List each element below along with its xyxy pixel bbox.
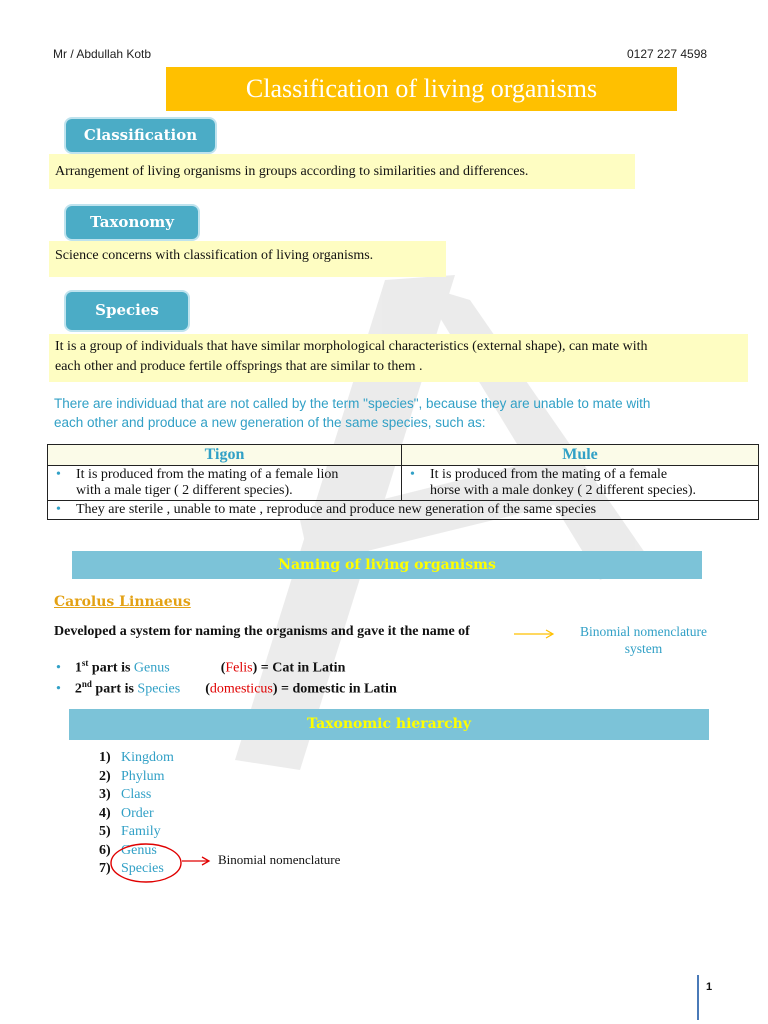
bullet-icon: • (56, 660, 61, 676)
tigon-cell (48, 466, 402, 501)
list-number: 1) (99, 750, 111, 765)
genus-part (56, 658, 345, 677)
list-item (99, 749, 174, 768)
bullet-icon: • (56, 502, 61, 517)
circle-arrow-annotation (106, 841, 216, 887)
linnaeus-heading: Carolus Linnaeus (54, 594, 191, 610)
classification-label: Classification (66, 119, 215, 152)
part-ordinal: nd (81, 679, 92, 689)
page-number-rule (697, 975, 699, 1020)
list-label: Phylum (121, 768, 165, 784)
list-label: Kingdom (121, 750, 174, 765)
list-item (99, 805, 174, 824)
species-note-line: each other and produce a new generation of the same species, such as: (54, 415, 486, 430)
species-definition-line: It is a group of individuals that have similar morphological characteristics (external shape), can mate with (55, 339, 648, 354)
list-item (99, 768, 174, 787)
phone-number: 0127 227 4598 (627, 47, 708, 61)
list-label: Genus (121, 842, 157, 858)
taxonomy-definition: Science concerns with classification of living organisms. (49, 241, 446, 277)
list-number: 4) (99, 805, 111, 821)
mule-cell (402, 466, 759, 501)
binomial-system-line: system (624, 641, 663, 656)
list-label: Family (121, 824, 161, 839)
species-note (54, 394, 764, 432)
bracket: ( (205, 681, 210, 697)
part-text: part is (88, 660, 134, 676)
species-latin: domesticus (209, 681, 273, 697)
part-number: 2 (74, 681, 82, 697)
bracket: ) = (272, 681, 289, 697)
tigon-text: It is produced from the mating of a female lion (76, 467, 339, 482)
list-label: Order (121, 805, 154, 821)
sterile-cell (48, 501, 759, 520)
mule-text: horse with a male donkey ( 2 different species). (430, 483, 697, 498)
naming-section-bar: Naming of living organisms (72, 551, 702, 579)
species-term: Species (137, 681, 181, 697)
bracket: ( (220, 660, 226, 676)
mule-text: It is produced from the mating of a female (430, 467, 668, 482)
arrow-right-icon (514, 627, 558, 641)
tigon-header: Tigon (48, 445, 402, 466)
naming-description: Developed a system for naming the organisms and gave it the name of (54, 624, 470, 639)
genus-meaning: Cat in Latin (268, 660, 346, 676)
taxonomy-label: Taxonomy (66, 206, 198, 239)
bullet-icon: • (56, 467, 61, 482)
hierarchy-section-bar: Taxonomic hierarchy (69, 709, 709, 740)
comparison-table (47, 444, 759, 520)
author-name: Mr / Abdullah Kotb (53, 47, 152, 61)
species-part (56, 679, 397, 698)
page-title: Classification of living organisms (166, 67, 677, 111)
binomial-nomenclature-label: Binomial nomenclature (218, 852, 341, 867)
sterile-text: They are sterile , unable to mate , reproduce and produce new generation of the same species (76, 502, 597, 517)
list-number: 5) (99, 824, 111, 839)
part-text: part is (91, 681, 138, 697)
list-number: 6) (99, 842, 111, 858)
genus-latin: Felis (225, 660, 253, 676)
part-number: 1 (74, 660, 82, 676)
classification-definition: Arrangement of living organisms in groups according to similarities and differences. (49, 154, 635, 189)
list-label: Species (121, 861, 164, 876)
part-ordinal: st (81, 658, 89, 668)
list-item (99, 786, 174, 805)
species-meaning: domestic in Latin (289, 681, 397, 697)
page-number: 1 (706, 981, 713, 993)
mule-header: Mule (402, 445, 759, 466)
bullet-icon: • (56, 681, 61, 697)
species-label: Species (66, 292, 188, 330)
species-definition-line: each other and produce fertile offsprings that are similar to them . (55, 359, 423, 374)
tigon-text: with a male tiger ( 2 different species). (76, 483, 293, 498)
binomial-system-line: Binomial nomenclature (579, 624, 708, 639)
species-note-line: There are individuad that are not called by the term "species", because they are unable to mate with (54, 396, 651, 411)
species-definition (49, 334, 748, 382)
binomial-system (566, 623, 721, 657)
bullet-icon: • (410, 467, 415, 482)
list-item (99, 823, 174, 842)
list-label: Class (121, 787, 152, 802)
bracket: ) = (252, 660, 269, 676)
list-number: 7) (99, 861, 111, 876)
list-number: 2) (99, 768, 111, 784)
list-number: 3) (99, 787, 111, 802)
genus-term: Genus (133, 660, 170, 676)
